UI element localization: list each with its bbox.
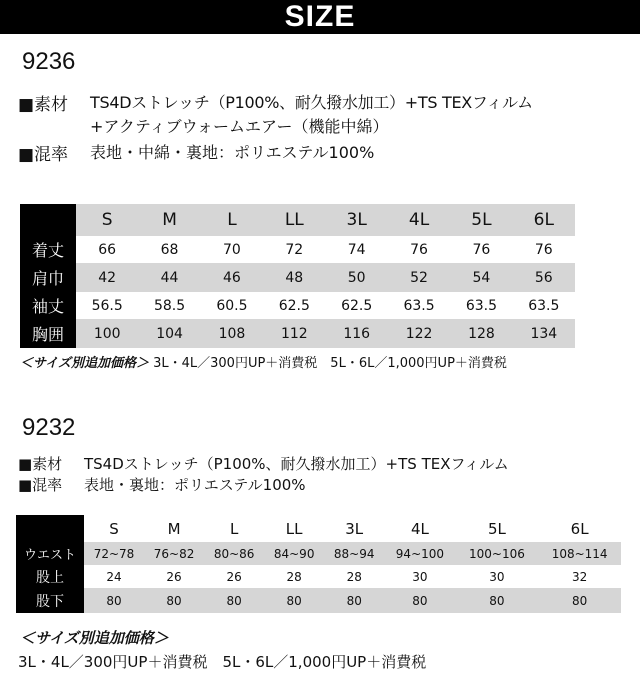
size-header: 4L xyxy=(388,204,450,236)
table-cell: 63.5 xyxy=(465,297,498,314)
table-cell: 76 xyxy=(410,241,428,258)
table-cell: 42 xyxy=(76,263,138,292)
size-header-row xyxy=(16,515,621,542)
table-cell: 80 xyxy=(324,588,384,613)
table-cell: 48 xyxy=(263,263,325,292)
table-cell: 122 xyxy=(388,319,450,348)
row-label: ウエスト xyxy=(16,542,84,565)
table-cell: 68 xyxy=(160,241,179,258)
table-cell: 80 xyxy=(84,588,144,613)
table-cell: 30 xyxy=(412,569,428,584)
table-cell: 100 xyxy=(76,319,138,348)
table-cell: 76 xyxy=(472,241,491,258)
table-cell: 80 xyxy=(456,588,539,613)
table-cell: 104 xyxy=(138,319,200,348)
table-row xyxy=(20,292,575,319)
row-label: 肩巾 xyxy=(20,263,76,292)
size-header: 6L xyxy=(513,204,575,236)
table-cell: 134 xyxy=(513,319,575,348)
mix-text: 表地・裏地：ポリエステル100% xyxy=(84,476,306,494)
table-cell: 56 xyxy=(513,263,575,292)
size-header: L xyxy=(229,519,239,538)
table-cell: 94~100 xyxy=(384,542,455,565)
price-text: 3L・4L／300円UP＋消費税 5L・6L／1,000円UP＋消費税 xyxy=(153,356,507,371)
table-cell: 56.5 xyxy=(91,297,123,314)
size-header: 4L xyxy=(410,519,429,538)
table-row xyxy=(20,319,575,348)
table-row xyxy=(20,236,575,263)
price-title: ＜サイズ別追加価格＞ xyxy=(20,629,169,647)
mix-label: ■混率 xyxy=(18,476,63,494)
size-header: 5L xyxy=(450,204,512,236)
table-cell: 63.5 xyxy=(403,297,435,314)
table-cell: 63.5 xyxy=(528,297,560,314)
table-row xyxy=(16,588,621,613)
table-cell: 88~94 xyxy=(324,542,384,565)
table-row xyxy=(16,542,621,565)
material-text: TS4Dストレッチ（P100%、耐久撥水加工）+TS TEXフィルム xyxy=(90,93,533,112)
mix-label: ■混率 xyxy=(18,145,69,165)
table-cell: 84~90 xyxy=(264,542,324,565)
size-header: 3L xyxy=(345,519,364,538)
table-cell: 80 xyxy=(204,588,264,613)
price-title: ＜サイズ別追加価格＞ xyxy=(20,356,149,371)
table-cell: 108 xyxy=(201,319,263,348)
row-label: 胸囲 xyxy=(20,319,76,348)
table-cell: 60.5 xyxy=(216,297,248,314)
table-cell: 58.5 xyxy=(153,297,186,314)
mix-text: 表地・中綿・裏地：ポリエステル100% xyxy=(90,143,375,162)
table-cell: 50 xyxy=(326,263,388,292)
table-cell: 62.5 xyxy=(341,297,373,314)
size-header: L xyxy=(201,204,263,236)
price-note xyxy=(20,352,507,371)
table-cell: 80 xyxy=(144,588,204,613)
table-cell: 80~86 xyxy=(204,542,264,565)
material-label: ■素材 xyxy=(18,95,69,115)
table-cell: 28 xyxy=(286,569,302,584)
table-cell: 100~106 xyxy=(456,542,539,565)
row-label: 着丈 xyxy=(20,236,76,263)
size-table-9236 xyxy=(20,204,575,348)
size-header: 3L xyxy=(326,204,388,236)
size-header: LL xyxy=(285,519,303,538)
table-row xyxy=(16,565,621,588)
size-header: S xyxy=(109,519,119,538)
table-cell: 26 xyxy=(166,569,182,584)
material-text: TS4Dストレッチ（P100%、耐久撥水加工）+TS TEXフィルム xyxy=(84,455,509,473)
table-cell: 52 xyxy=(388,263,450,292)
price-text: 3L・4L／300円UP＋消費税 5L・6L／1,000円UP＋消費税 xyxy=(18,653,427,671)
table-cell: 80 xyxy=(264,588,324,613)
size-header: M xyxy=(167,519,181,538)
size-banner: SIZE xyxy=(0,0,640,34)
table-cell: 46 xyxy=(201,263,263,292)
size-header: 5L xyxy=(487,519,506,538)
size-header: M xyxy=(138,204,200,236)
model-number: 9236 xyxy=(22,48,76,75)
material-line xyxy=(18,453,638,473)
table-cell: 32 xyxy=(571,569,588,584)
size-header: S xyxy=(76,204,138,236)
table-cell: 54 xyxy=(450,263,512,292)
model-number: 9232 xyxy=(22,414,76,441)
table-cell: 76~82 xyxy=(144,542,204,565)
row-label: 袖丈 xyxy=(20,292,76,319)
material-label: ■素材 xyxy=(18,455,63,473)
size-header: LL xyxy=(263,204,325,236)
table-cell: 116 xyxy=(326,319,388,348)
mix-line xyxy=(18,140,638,165)
table-cell: 112 xyxy=(263,319,325,348)
size-table-9232 xyxy=(16,515,621,613)
table-cell: 80 xyxy=(384,588,455,613)
size-header-row xyxy=(20,204,575,236)
table-cell: 80 xyxy=(538,588,621,613)
table-cell: 44 xyxy=(138,263,200,292)
table-row xyxy=(20,263,575,292)
table-cell: 76 xyxy=(534,241,553,258)
size-header: 6L xyxy=(570,519,589,538)
table-cell: 74 xyxy=(347,241,366,258)
table-cell: 30 xyxy=(489,569,505,584)
table-cell: 70 xyxy=(223,241,241,258)
table-cell: 66 xyxy=(98,241,117,258)
row-label: 股上 xyxy=(16,565,84,588)
table-cell: 72~78 xyxy=(84,542,144,565)
table-cell: 26 xyxy=(226,569,242,584)
table-cell: 108~114 xyxy=(538,542,621,565)
mix-line xyxy=(18,474,638,494)
table-cell: 72 xyxy=(285,241,304,258)
table-cell: 62.5 xyxy=(278,297,310,314)
table-cell: 28 xyxy=(346,569,362,584)
table-cell: 128 xyxy=(450,319,512,348)
material-text-2: +アクティブウォームエアー（機能中綿） xyxy=(90,117,389,136)
material-line xyxy=(18,90,638,115)
table-cell: 24 xyxy=(106,569,122,584)
row-label: 股下 xyxy=(16,588,84,613)
